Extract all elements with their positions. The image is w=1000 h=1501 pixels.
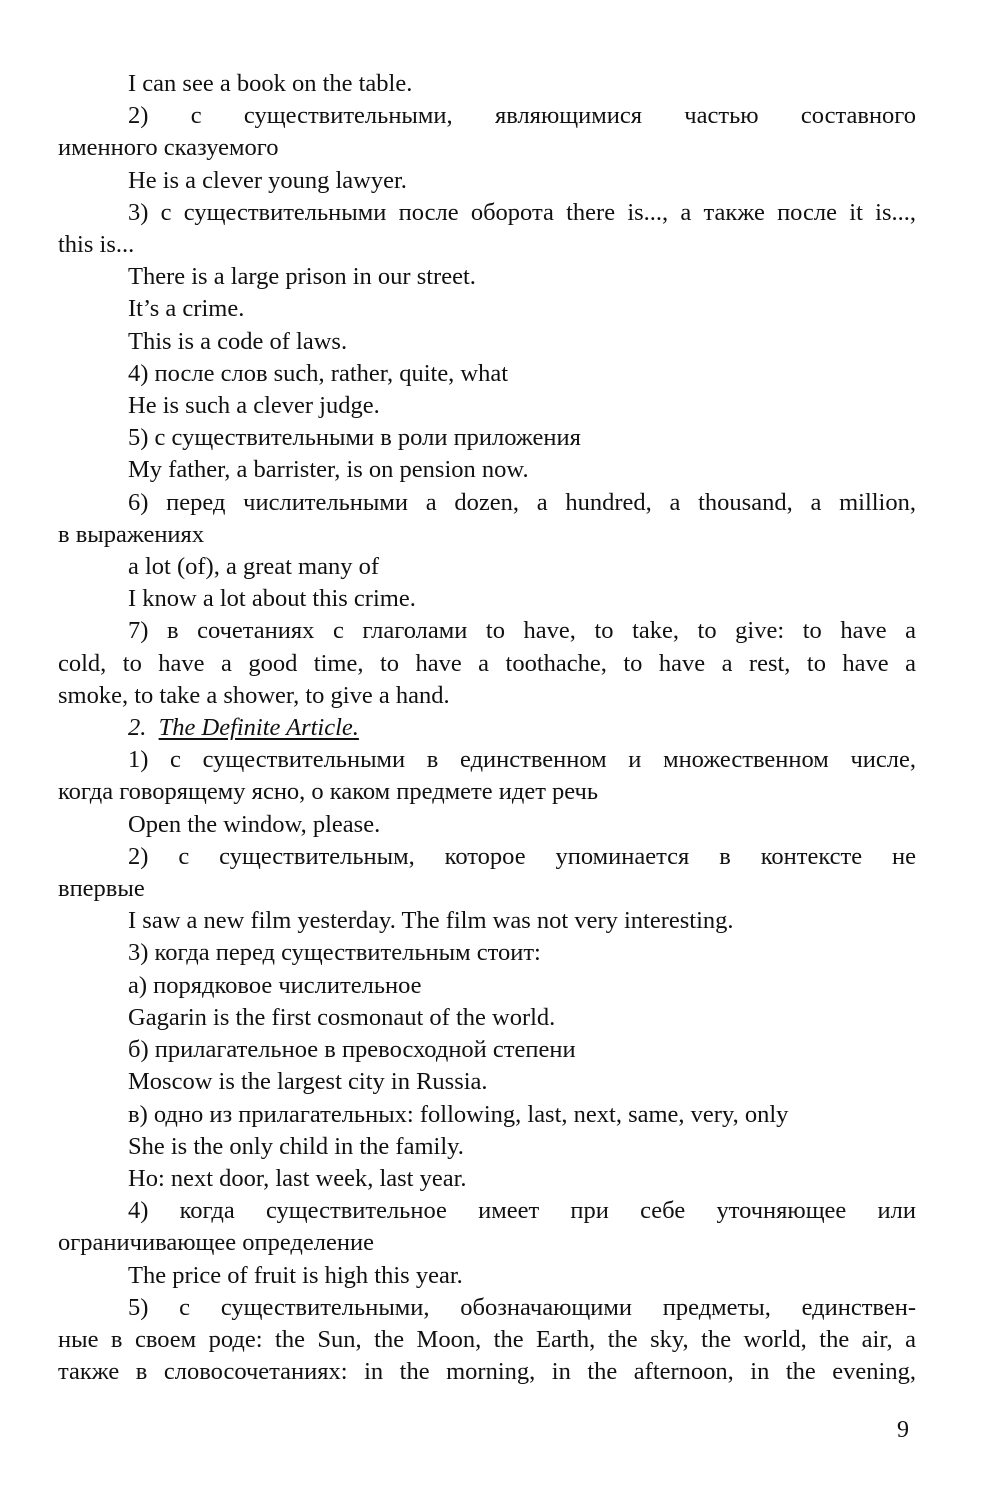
page-number: 9 <box>897 1417 909 1443</box>
example-sentence: Moscow is the largest city in Russia. <box>128 1068 488 1096</box>
rule-item: 6) перед числительными a dozen, a hundred, a thousand, a million, <box>128 488 916 516</box>
rule-continuation: также в словосочетаниях: in the morning, in the afternoon, in the evening, <box>58 1358 916 1386</box>
section-title: The Definite Article. <box>158 714 359 742</box>
sub-rule: в) одно из прилагательных: following, last, next, same, very, only <box>128 1100 789 1128</box>
rule-item: 7) в сочетаниях с глаголами to have, to take, to give: to have a <box>128 617 916 645</box>
example-sentence: I know a lot about this crime. <box>128 585 416 613</box>
example-sentence: It’s a crime. <box>128 295 245 323</box>
rule-continuation: впервые <box>58 875 145 903</box>
rule-continuation: когда говорящему ясно, о каком предмете идет речь <box>58 778 599 806</box>
rule-continuation: именного сказуемого <box>58 134 279 162</box>
rule-item: 3) когда перед существительным стоит: <box>128 939 541 967</box>
rule-item: 1) с существительными в единственном и множественном числе, <box>128 746 916 774</box>
exception-note: Но: next door, last week, last year. <box>128 1164 467 1192</box>
rule-continuation: smoke, to take a shower, to give a hand. <box>58 681 450 709</box>
example-sentence: I saw a new film yesterday. The film was not very interesting. <box>128 907 734 935</box>
example-sentence: I can see a book on the table. <box>128 70 413 97</box>
sub-rule: б) прилагательное в превосходной степени <box>128 1036 576 1064</box>
example-sentence: This is a code of laws. <box>128 327 348 355</box>
example-sentence: Open the window, please. <box>128 810 381 838</box>
rule-item: 3) с существительными после оборота there is..., а также после it is..., <box>128 198 916 226</box>
rule-item: 5) с существительными, обозначающими предметы, единствен- <box>128 1293 916 1321</box>
rule-item: 4) когда существительное имеет при себе уточняющее или <box>128 1197 916 1225</box>
page-body <box>58 68 916 1388</box>
example-sentence: a lot (of), a great many of <box>128 553 380 581</box>
section-number: 2. <box>128 714 147 742</box>
example-sentence: He is a clever young lawyer. <box>128 166 407 194</box>
rule-continuation: в выражениях <box>58 520 205 548</box>
example-sentence: The price of fruit is high this year. <box>128 1261 463 1289</box>
rule-continuation: this is... <box>58 231 135 259</box>
rule-continuation: ные в своем роде: the Sun, the Moon, the Earth, the sky, the world, the air, а <box>58 1325 916 1353</box>
rule-item: 5) с существительными в роли приложения <box>128 424 581 452</box>
example-sentence: My father, a barrister, is on pension now. <box>128 456 529 484</box>
rule-item: 2) с существительными, являющимися частью составного <box>128 102 916 130</box>
example-sentence: He is such a clever judge. <box>128 392 380 420</box>
example-sentence: There is a large prison in our street. <box>128 263 476 291</box>
section-heading <box>58 712 916 744</box>
rule-continuation: cold, to have a good time, to have a toothache, to have a rest, to have a <box>58 649 916 677</box>
example-sentence: Gagarin is the first cosmonaut of the world. <box>128 1003 556 1031</box>
rule-item: 2) с существительным, которое упоминается в контексте не <box>128 842 916 870</box>
rule-continuation: ограничивающее определение <box>58 1229 374 1257</box>
rule-item: 4) после слов such, rather, quite, what <box>128 359 509 387</box>
example-sentence: She is the only child in the family. <box>128 1132 464 1160</box>
sub-rule: а) порядковое числительное <box>128 971 422 999</box>
